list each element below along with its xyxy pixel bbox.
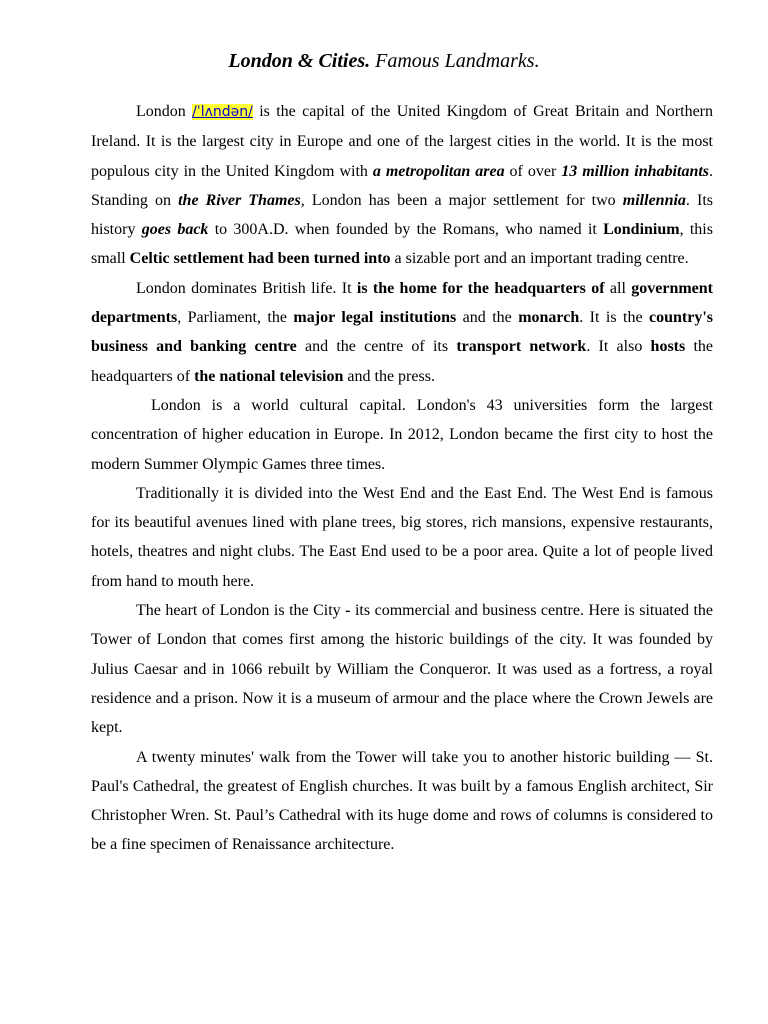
bold-term: transport network — [456, 338, 587, 356]
bold-term: is the home for the headquarters of — [356, 279, 605, 297]
paragraph-6: A twenty minutes' walk from the Tower will take you to another historic building — St. Paul's Cathedral, the greatest of English churches. It was built by a famous English architect, Sir Christopher Wren. St. Paul’s Cathedral with its huge dome and rows of columns is considered to be a fine specimen of Renaissance architecture. — [91, 748, 713, 854]
emphasis: the River Thames — [178, 191, 301, 209]
emphasis: a metropolitan area — [372, 162, 505, 180]
emphasis: millennia — [622, 191, 686, 209]
document-body — [91, 97, 713, 860]
bold-term: monarch — [518, 309, 580, 327]
bold-term: - — [345, 602, 351, 620]
text-run: London dominates British life. It — [136, 279, 357, 297]
paragraph-5 — [91, 596, 713, 742]
text-run: its commercial and business centre. Here is situated the Tower of London that comes first among the historic buildings of the city. It was founded by Julius Caesar and in 1066 rebuilt by William the Conqueror. It was used as a fortress, a royal residence and a prison. Now it is a museum of armour and the place where the Crown Jewels are kept. — [91, 602, 714, 737]
text-run: all — [604, 279, 632, 297]
emphasis: goes back — [141, 221, 209, 239]
title-bold: London & Cities. — [228, 50, 371, 72]
text-run: the headquarters of — [91, 338, 714, 385]
text-run: and the centre of its — [296, 338, 457, 356]
bold-term: government departments — [91, 279, 713, 327]
text-run: to 300A.D. when founded by the Romans, who named it — [208, 221, 604, 239]
text-run: . Its history — [91, 191, 714, 239]
bold-term: country's business and banking centre — [91, 309, 713, 356]
text-run: is the capital of the United Kingdom of Great Britain and Northern Ireland. It is the largest city in Europe and one of the largest cities in the world. It is the most populous city in the United Kingdom with — [91, 103, 713, 180]
text-run: . Standing on — [91, 162, 714, 209]
paragraph-4: Traditionally it is divided into the West End and the East End. The West End is famous for its beautiful avenues lined with plane trees, big stores, rich mansions, expensive restaurants, hotels, theatres and night clubs. The East End used to be a poor area. Quite a lot of people lived from hand to mouth here. — [91, 484, 713, 590]
paragraph-2 — [91, 274, 713, 391]
text-run: , London has been a major settlement for two — [300, 191, 623, 209]
text-run: , this small — [91, 221, 713, 268]
text-run: London — [136, 103, 193, 120]
emphasis: 13 million inhabitants — [561, 162, 710, 180]
text-run: and the — [456, 309, 519, 327]
text-run: . It also — [586, 338, 651, 356]
text-run: . It is the — [579, 309, 649, 327]
paragraph-1 — [91, 97, 713, 274]
title-rest: Famous Landmarks. — [370, 50, 540, 72]
bold-term: hosts — [650, 338, 686, 356]
bold-term: Londinium — [603, 221, 680, 239]
page-title — [0, 50, 768, 73]
bold-term: Celtic settlement had been turned into — [129, 250, 391, 268]
bold-term: major legal institutions — [293, 309, 457, 327]
paragraph-3: London is a world cultural capital. London's 43 universities form the largest concentration of higher education in Europe. In 2012, London became the first city to host the modern Summer Olympic Games three times. — [91, 396, 713, 473]
ipa-transcription-link[interactable]: /ˈlʌndən/ — [192, 104, 253, 120]
text-run: and the press. — [343, 367, 435, 385]
text-run: , Parliament, the — [177, 309, 294, 327]
text-run: a sizable port and an important trading centre. — [390, 250, 689, 268]
bold-term: the national television — [194, 367, 344, 385]
text-run: The heart of London is the City — [136, 602, 346, 620]
text-run: of over — [504, 162, 562, 180]
